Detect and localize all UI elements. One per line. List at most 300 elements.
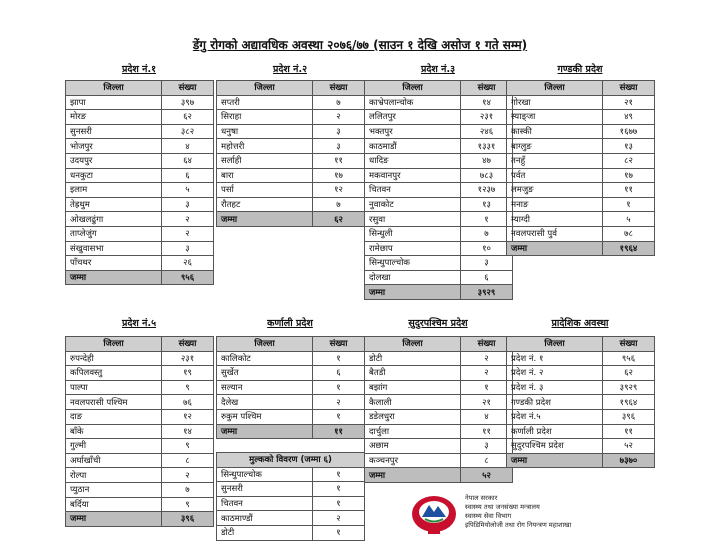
case-count-cell: २१ (461, 395, 513, 410)
total-value-cell: ५२ (461, 468, 513, 483)
table-row (66, 168, 214, 183)
case-count-cell: १२३७ (461, 183, 513, 198)
cases-table (506, 336, 655, 468)
district-name-cell: प्रदेश नं. २ (507, 366, 603, 381)
case-count-cell: १ (313, 380, 365, 395)
district-name-cell: गण्डकी प्रदेश (507, 395, 603, 410)
table-row (66, 95, 214, 110)
column-header-count: संख्या (162, 81, 214, 96)
case-count-cell: ६२ (162, 110, 214, 125)
case-count-cell: ४ (461, 409, 513, 424)
district-name-cell: डडेलधुरा (365, 409, 461, 424)
table-row (365, 453, 513, 468)
district-name-cell: बारा (217, 168, 313, 183)
district-name-cell: भक्तपुर (365, 124, 461, 139)
cases-table (364, 336, 513, 483)
district-name-cell: सर्लाही (217, 153, 313, 168)
table-row (507, 366, 655, 381)
case-count-cell: ७ (162, 482, 214, 497)
district-name-cell: रौतहट (217, 197, 313, 212)
detail-count-cell: १ (313, 467, 365, 482)
table-row (365, 153, 513, 168)
total-row (507, 453, 655, 468)
case-count-cell: १३३१ (461, 139, 513, 154)
district-name-cell: दोलखा (365, 270, 461, 285)
detail-row (217, 482, 365, 497)
district-name-cell: लमजुङ (507, 183, 603, 198)
total-label-cell: जम्मा (507, 453, 603, 468)
district-name-cell: नुवाकोट (365, 197, 461, 212)
case-count-cell: ११ (603, 183, 655, 198)
table-row (365, 183, 513, 198)
case-count-cell: ६४ (162, 153, 214, 168)
case-count-cell: २१ (603, 95, 655, 110)
table-row (217, 183, 365, 198)
district-name-cell: नवलपरासी पुर्व (507, 226, 603, 241)
district-name-cell: सुनसरी (66, 124, 162, 139)
table-row (217, 124, 365, 139)
table-row (507, 395, 655, 410)
case-count-cell: १ (603, 197, 655, 212)
table-row (365, 197, 513, 212)
case-count-cell: ७८३ (461, 168, 513, 183)
detail-district-cell: सिन्धुपाल्चोक (217, 467, 313, 482)
case-count-cell: १ (461, 380, 513, 395)
case-count-cell: ४७ (461, 153, 513, 168)
table-row (66, 351, 214, 366)
district-name-cell: अछाम (365, 439, 461, 454)
detail-row (217, 467, 365, 482)
table-row (217, 395, 365, 410)
detail-count-cell: १ (313, 482, 365, 497)
cases-table (216, 80, 365, 227)
total-row (66, 270, 214, 285)
cases-table (65, 336, 214, 527)
table-row (66, 395, 214, 410)
table-row (365, 395, 513, 410)
total-row (66, 512, 214, 527)
district-name-cell: कैलाली (365, 395, 461, 410)
table-row (507, 95, 655, 110)
detail-row (217, 525, 365, 540)
detail-count-cell: २ (313, 511, 365, 526)
detail-district-cell: सुनसरी (217, 482, 313, 497)
table-row (66, 453, 214, 468)
case-count-cell: १ (313, 351, 365, 366)
district-name-cell: चितवन (365, 183, 461, 198)
case-count-cell: १२ (313, 183, 365, 198)
table-row (66, 110, 214, 125)
table-row (217, 409, 365, 424)
case-count-cell: ३ (461, 256, 513, 271)
table-row (507, 212, 655, 227)
case-count-cell: ३ (162, 197, 214, 212)
cases-table (364, 80, 513, 300)
district-table (364, 80, 512, 300)
district-name-cell: धनुषा (217, 124, 313, 139)
table-row (217, 168, 365, 183)
case-count-cell: ९५६ (603, 351, 655, 366)
case-count-cell: २ (313, 110, 365, 125)
district-name-cell: सुदुरपश्चिम प्रदेश (507, 439, 603, 454)
case-count-cell: २३१ (162, 351, 214, 366)
table-header-row (365, 81, 513, 96)
table-row (365, 351, 513, 366)
column-header-count: संख्या (603, 337, 655, 352)
detail-table-heading: मुल्कको विवरण (जम्मा ६) (217, 453, 365, 468)
district-name-cell: बर्दिया (66, 497, 162, 512)
table-row (507, 124, 655, 139)
total-value-cell: १९६४ (603, 241, 655, 256)
case-count-cell: २ (313, 395, 365, 410)
district-name-cell: तनहुँ (507, 153, 603, 168)
district-name-cell: डोटी (365, 351, 461, 366)
total-value-cell: ९५६ (162, 270, 214, 285)
district-table (216, 80, 364, 227)
case-count-cell: ३९६ (603, 409, 655, 424)
table-row (66, 183, 214, 198)
case-count-cell: १ (313, 409, 365, 424)
district-name-cell: बाँके (66, 424, 162, 439)
table-row (66, 468, 214, 483)
case-count-cell: २३१ (461, 110, 513, 125)
district-name-cell: मनाङ (507, 197, 603, 212)
total-label-cell: जम्मा (365, 285, 461, 300)
table-row (507, 380, 655, 395)
case-count-cell: ३ (162, 241, 214, 256)
district-name-cell: गोरखा (507, 95, 603, 110)
table-row (365, 241, 513, 256)
district-table (506, 336, 654, 468)
table-heading: प्रदेश नं.१ (121, 64, 157, 75)
detail-table (216, 452, 364, 541)
district-name-cell: ताप्लेजुंग (66, 226, 162, 241)
table-row (507, 168, 655, 183)
district-name-cell: संखुवासभा (66, 241, 162, 256)
table-row (365, 212, 513, 227)
column-header-count: संख्या (313, 81, 365, 96)
district-name-cell: बैतडी (365, 366, 461, 381)
total-label-cell: जम्मा (217, 212, 313, 227)
district-name-cell: सप्तरी (217, 95, 313, 110)
table-row (217, 95, 365, 110)
case-count-cell: १७ (313, 168, 365, 183)
district-name-cell: रुकुम पश्चिम (217, 409, 313, 424)
district-name-cell: सुर्खेत (217, 366, 313, 381)
column-header-district: जिल्ला (365, 337, 461, 352)
table-row (66, 497, 214, 512)
case-count-cell: ३९७ (162, 95, 214, 110)
district-name-cell: सल्यान (217, 380, 313, 395)
district-name-cell: स्याङ्जा (507, 110, 603, 125)
table-row (507, 351, 655, 366)
district-name-cell: झापा (66, 95, 162, 110)
table-row (66, 139, 214, 154)
table-row (507, 110, 655, 125)
case-count-cell: ६२ (603, 366, 655, 381)
total-value-cell: ६२ (313, 212, 365, 227)
column-header-count: संख्या (603, 81, 655, 96)
district-table (65, 336, 213, 527)
district-name-cell: प्रदेश नं. १ (507, 351, 603, 366)
table-heading: प्रदेश नं.३ (420, 64, 456, 75)
table-row (66, 424, 214, 439)
district-name-cell: कपिलवस्तु (66, 366, 162, 381)
report-title: डेंगु रोगको अद्यावधिक अवस्था २०७६/७७ (साउन १ देखि असोज १ गते सम्म) (192, 38, 528, 52)
case-count-cell: २ (162, 226, 214, 241)
district-name-cell: मोरङ (66, 110, 162, 125)
district-name-cell: सिन्धुपाल्चोक (365, 256, 461, 271)
table-heading: प्रादेशिक अवस्था (551, 318, 609, 329)
case-count-cell: २६ (162, 256, 214, 271)
district-name-cell: बाग्लुङ (507, 139, 603, 154)
column-header-count: संख्या (162, 337, 214, 352)
district-name-cell: पाल्पा (66, 380, 162, 395)
case-count-cell: ९ (162, 380, 214, 395)
cases-table (216, 336, 365, 439)
case-count-cell: १९ (162, 366, 214, 381)
detail-row (217, 496, 365, 511)
case-count-cell: ३ (313, 139, 365, 154)
case-count-cell: ९ (162, 439, 214, 454)
case-count-cell: ७ (461, 226, 513, 241)
table-row (66, 439, 214, 454)
district-name-cell: पर्वत (507, 168, 603, 183)
table-row (217, 110, 365, 125)
column-header-district: जिल्ला (217, 337, 313, 352)
cases-table (506, 80, 655, 256)
district-name-cell: सिन्धुली (365, 226, 461, 241)
total-row (507, 241, 655, 256)
detail-row (217, 511, 365, 526)
detail-district-cell: काठमाण्डौं (217, 511, 313, 526)
table-row (66, 124, 214, 139)
table-row (217, 366, 365, 381)
table-row (66, 482, 214, 497)
table-row (507, 153, 655, 168)
district-name-cell: ओखलढुंगा (66, 212, 162, 227)
district-name-cell: भोजपुर (66, 139, 162, 154)
table-row (365, 226, 513, 241)
district-name-cell: रामेछाप (365, 241, 461, 256)
nepal-government-emblem-icon (404, 490, 464, 536)
case-count-cell: १९६४ (603, 395, 655, 410)
table-row (217, 139, 365, 154)
table-heading: प्रदेश नं.२ (272, 64, 308, 75)
column-header-count: संख्या (461, 337, 513, 352)
case-count-cell: १६७७ (603, 124, 655, 139)
district-name-cell: पर्सा (217, 183, 313, 198)
total-label-cell: जम्मा (507, 241, 603, 256)
table-row (365, 270, 513, 285)
district-name-cell: गुल्मी (66, 439, 162, 454)
table-row (507, 139, 655, 154)
table-row (365, 409, 513, 424)
total-label-cell: जम्मा (217, 424, 313, 439)
case-count-cell: ९ (162, 497, 214, 512)
table-heading: गण्डकी प्रदेश (557, 64, 603, 75)
case-count-cell: ८२ (603, 153, 655, 168)
total-row (365, 468, 513, 483)
case-count-cell: २४६ (461, 124, 513, 139)
district-table (65, 80, 213, 285)
office-line: नेपाल सरकार (465, 494, 498, 502)
column-header-district: जिल्ला (66, 337, 162, 352)
total-label-cell: जम्मा (365, 468, 461, 483)
district-name-cell: बझांग (365, 380, 461, 395)
case-count-cell: ५ (162, 183, 214, 198)
district-name-cell: दार्चुला (365, 424, 461, 439)
table-row (507, 197, 655, 212)
case-count-cell: ३९२९ (603, 380, 655, 395)
table-header-row (365, 337, 513, 352)
case-count-cell: ८ (162, 453, 214, 468)
case-count-cell: २ (461, 366, 513, 381)
district-name-cell: मकवानपुर (365, 168, 461, 183)
case-count-cell: ७८ (603, 226, 655, 241)
total-value-cell: ३९२९ (461, 285, 513, 300)
table-row (66, 226, 214, 241)
detail-district-cell: चितवन (217, 496, 313, 511)
column-header-district: जिल्ला (507, 81, 603, 96)
table-row (365, 124, 513, 139)
district-name-cell: रोल्पा (66, 468, 162, 483)
district-name-cell: धनकुटा (66, 168, 162, 183)
table-row (66, 241, 214, 256)
total-row (217, 424, 365, 439)
column-header-count: संख्या (313, 337, 365, 352)
table-row (217, 197, 365, 212)
table-row (507, 424, 655, 439)
table-heading: सुदुरपश्चिम प्रदेश (408, 318, 468, 329)
column-header-district: जिल्ला (365, 81, 461, 96)
table-row (66, 197, 214, 212)
case-count-cell: २ (162, 212, 214, 227)
total-value-cell: ११ (313, 424, 365, 439)
case-count-cell: १ (461, 212, 513, 227)
total-label-cell: जम्मा (66, 512, 162, 527)
case-count-cell: ११ (603, 424, 655, 439)
case-count-cell: १४ (461, 95, 513, 110)
table-row (365, 366, 513, 381)
case-count-cell: १३ (461, 197, 513, 212)
case-count-cell: ६ (162, 168, 214, 183)
district-name-cell: रसुवा (365, 212, 461, 227)
table-header-row (66, 337, 214, 352)
district-name-cell: कर्णाली प्रदेश (507, 424, 603, 439)
table-header-row (507, 81, 655, 96)
cases-table (65, 80, 214, 285)
district-name-cell: महोत्तरी (217, 139, 313, 154)
district-name-cell: काभ्रेपलान्चोक (365, 95, 461, 110)
case-count-cell: ८ (461, 453, 513, 468)
district-name-cell: दाङ (66, 409, 162, 424)
table-row (365, 110, 513, 125)
district-name-cell: प्रदेश नं. ३ (507, 380, 603, 395)
column-header-district: जिल्ला (507, 337, 603, 352)
district-name-cell: ललितपुर (365, 110, 461, 125)
district-name-cell: इलाम (66, 183, 162, 198)
case-count-cell: ५ (603, 212, 655, 227)
table-row (66, 366, 214, 381)
district-name-cell: रुपन्देही (66, 351, 162, 366)
district-name-cell: दैलेख (217, 395, 313, 410)
table-row (66, 409, 214, 424)
case-count-cell: ११ (461, 424, 513, 439)
table-row (507, 183, 655, 198)
district-name-cell: अर्घाखाँची (66, 453, 162, 468)
district-name-cell: तेह्रथुम (66, 197, 162, 212)
district-table (506, 80, 654, 256)
case-count-cell: ५२ (603, 439, 655, 454)
table-row (66, 212, 214, 227)
table-row (365, 439, 513, 454)
table-row (365, 95, 513, 110)
office-line: स्वास्थ्य सेवा विभाग (465, 512, 512, 520)
total-value-cell: ३९६ (162, 512, 214, 527)
case-count-cell: ४९ (603, 110, 655, 125)
case-count-cell: १० (461, 241, 513, 256)
case-count-cell: ७ (313, 197, 365, 212)
case-count-cell: ३ (461, 439, 513, 454)
district-name-cell: काठमाडौं (365, 139, 461, 154)
detail-header-row (217, 453, 365, 468)
case-count-cell: २ (461, 351, 513, 366)
district-name-cell: कालिकोट (217, 351, 313, 366)
district-name-cell: कञ्चनपुर (365, 453, 461, 468)
detail-count-cell: १ (313, 496, 365, 511)
district-table (216, 336, 364, 439)
table-heading: कर्णाली प्रदेश (267, 318, 313, 329)
table-row (217, 153, 365, 168)
district-name-cell: सिराहा (217, 110, 313, 125)
table-row (66, 256, 214, 271)
case-count-cell: ७ (313, 95, 365, 110)
total-value-cell: ७३७० (603, 453, 655, 468)
district-name-cell: प्रदेश नं.५ (507, 409, 603, 424)
table-row (507, 409, 655, 424)
table-row (217, 380, 365, 395)
table-row (365, 139, 513, 154)
detail-count-cell: १ (313, 525, 365, 540)
office-line: इपिडिमियोलोजी तथा रोग नियन्त्रण महाशाखा (465, 521, 572, 529)
district-name-cell: उदयपुर (66, 153, 162, 168)
case-count-cell: १७ (603, 168, 655, 183)
column-header-district: जिल्ला (66, 81, 162, 96)
case-count-cell: ६ (313, 366, 365, 381)
table-header-row (217, 81, 365, 96)
case-count-cell: १४ (162, 424, 214, 439)
table-row (217, 351, 365, 366)
column-header-count: संख्या (461, 81, 513, 96)
table-row (507, 226, 655, 241)
district-name-cell: म्याग्दी (507, 212, 603, 227)
total-row (217, 212, 365, 227)
total-row (365, 285, 513, 300)
table-header-row (66, 81, 214, 96)
case-count-cell: ३ (313, 124, 365, 139)
case-count-cell: ७६ (162, 395, 214, 410)
table-row (365, 256, 513, 271)
column-header-district: जिल्ला (217, 81, 313, 96)
district-name-cell: कास्की (507, 124, 603, 139)
table-row (66, 380, 214, 395)
district-name-cell: प्युठान (66, 482, 162, 497)
total-label-cell: जम्मा (66, 270, 162, 285)
table-row (365, 168, 513, 183)
table-row (66, 153, 214, 168)
case-count-cell: १२ (162, 409, 214, 424)
